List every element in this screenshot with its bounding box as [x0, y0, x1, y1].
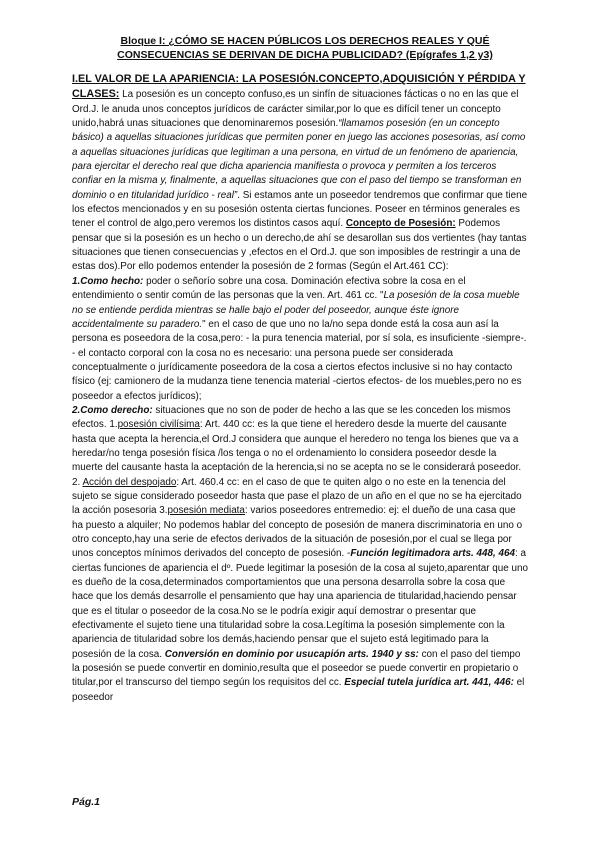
term-especial-tutela: Especial tutela jurídica art. 441, 446: — [344, 677, 514, 689]
term-accion-despojado: Acción del despojado — [82, 476, 177, 488]
definition-quote: “llamamos posesión (en un concepto básico) a aquellas situaciones jurídicas que permiten poner en juego las acciones posesorias, así como a aquellas situaciones jurídicas que legitiman a una persona, en virtud de un fenómeno de apariencia, para ejercitar el derecho real que dicha apariencia manifiesta o provoca y permiten a los terceros confiar en la misma y, finalmente, a aquellas situaciones que con el paso del tiempo se transforman en dominio o en titularidad jurídico - real” — [72, 118, 526, 201]
body-text: " en el caso de que uno no la/no sepa donde está la cosa aun así la persona es poseedora de la cosa,pero: - la pura tenencia material, por sí sola, es insuficiente -siempre-. - el contacto corporal con la cosa no es necesario: una persona puede ser considerada conceptualmente o jurídicamente poseedora de la cosa a ciertos efectos inclusive si no hay contacto físico (ej: camionero de la mudanza tiene tenencia material -ciertos efectos- de los muebles,pero no es poseedor a efectos jurídicos); — [72, 318, 527, 402]
subheading-concepto: Concepto de Posesión: — [345, 218, 456, 230]
body-text: : Art. 460.4 cc: en el caso de que te quiten algo o no este en la tenencia del sujeto se sigue considerado poseedor hasta que pase el plazo de un año en el que no se ha ejercitado la acción posesoria 3. — [72, 476, 522, 517]
term-funcion-legitimadora: Función legitimadora arts. 448, 464 — [350, 548, 515, 560]
body-text: con el paso del tiempo la posesión se puede convertir en dominio,resulta que el poseedor se puede convertir en propietario o titular,por el transcurso del tiempo según los requisitos del cc. — [72, 648, 521, 689]
body-text: situaciones que no son de poder de hecho a las que se les conceden los mismos efectos. 1. — [72, 404, 511, 431]
subheading-como-derecho: 2.Como derecho: — [72, 404, 153, 416]
page-number: Pág.1 — [72, 796, 101, 808]
section-heading: I.EL VALOR DE LA APARIENCIA: LA POSESIÓN.CONCEPTO,ADQUISICIÓN Y PÉRDIDA Y CLASES: — [72, 73, 526, 101]
body-text: el poseedor — [72, 677, 525, 703]
body-text: La posesión es un concepto confuso,es un sinfín de situaciones fácticas o no en las que el Ord.J. le anuda unos conceptos jurídicos de carácter similar,por lo que es difícil tener un concepto unido,habrá unas situaciones que denominaremos posesión. — [72, 89, 519, 130]
term-posesion-mediata: posesión mediata — [167, 505, 245, 517]
document-body — [72, 72, 528, 782]
document-title — [70, 34, 540, 62]
term-posesion-civilisima: posesión civilísima — [117, 419, 200, 431]
body-text: poder o señorío sobre una cosa. Dominación efectiva sobre la cosa en el entendimiento o sentir común de las personas que la ven. Art. 461 cc. " — [72, 275, 466, 302]
body-text: . Si estamos ante un poseedor tendremos que confirmar que tiene los efectos mencionados y en su posesión ostenta ciertas funciones. Poseer en términos generales es tener el control de algo,pero veremos los distintos casos aquí. — [72, 189, 528, 230]
body-text: : a ciertas funciones de apariencia el dº. Puede legitimar la posesión de la cosa al sujeto,aparentar que uno es dueño de la cosa,determinados comportamientos que una persona desarrolla sobre la cosa que hace que los demás desarrolle el pensamiento que hay una apariencia de titularidad,haciendo pensar que es el titular o poseedor de la cosa.No se le podría exigir aquí demostrar o presentar que efectivamente el sujeto tiene una titularidad sobre la cosa.Legítima la posesión simplemente con la apariencia de titularidad sobre los demás,haciendo pensar que el sujeto está legitimado para la posesión de la cosa. — [72, 548, 528, 660]
term-conversion-dominio: Conversión en dominio por usucapión arts. 1940 y ss: — [164, 648, 419, 660]
article-quote: La posesión de la cosa mueble no se entiende perdida mientras se halle bajo el poder del poseedor, aunque éste ignore accidentalmente su paradero. — [72, 290, 520, 330]
body-text: : varios poseedores entremedio: ej: el dueño de una casa que ha puesto a alquiler; No podemos hablar del concepto de posesión de manera discriminatoria en uno o otro concepto,hay una serie de efectos derivados de la situación de posesión,por el cual se llega por unos conceptos mínimos derivados del concepto de posesión. - — [72, 505, 523, 560]
body-text: : Art. 440 cc: es la que tiene el heredero desde la muerte del causante hasta que acepta la herencia,el Ord.J considera que aunque el heredero no tenga los bienes que va a heredar/no tenga posesión física /los tenga o no el ordenamiento lo considera poseedor desde la muerte del causante hasta la aceptación de la herencia,si no se acepta no se le considerará poseedor. 2. — [72, 419, 522, 488]
title-line-2: CONSECUENCIAS SE DERIVAN DE DICHA PUBLICIDAD? (Epígrafes 1,2 y3) — [117, 49, 493, 61]
body-text: Podemos pensar que si la posesión es un hecho o un derecho,de ahí se desarollan sus dos vertientes (hay tantas situaciones que tienen consecuencias y ,efectos en el Ord.J. que son imposibles de restringir a una de estas dos).Por ello podemos entender la posesión de 2 formas (Según el Art.461 CC): — [72, 218, 527, 273]
title-line-1: Bloque I: ¿CÓMO SE HACEN PÚBLICOS LOS DERECHOS REALES Y QUÉ — [120, 35, 490, 47]
subheading-como-hecho: 1.Como hecho: — [72, 275, 144, 287]
